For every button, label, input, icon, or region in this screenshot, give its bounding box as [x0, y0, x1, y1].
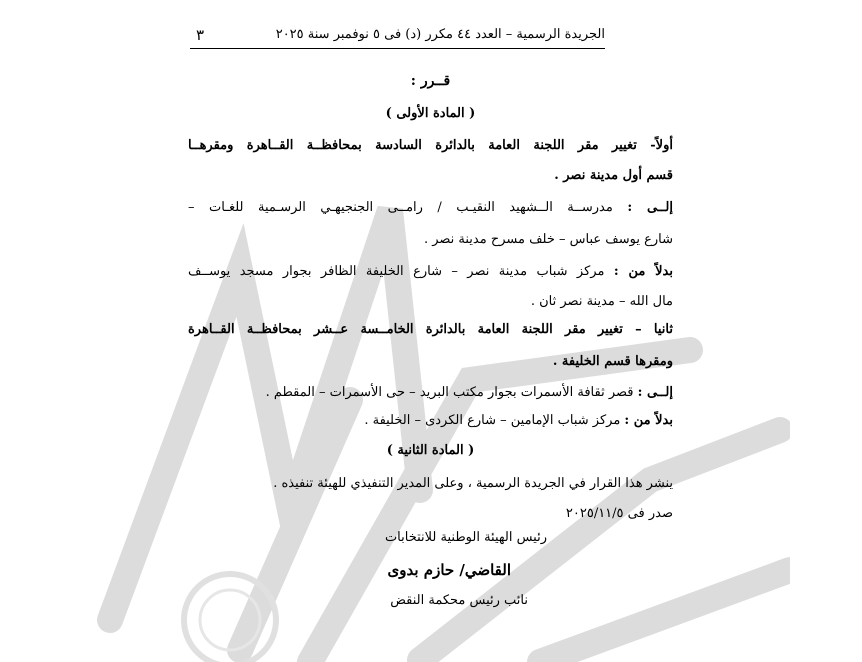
page-number: ٣ [196, 26, 205, 44]
article-1-title: ( المادة الأولى ) [385, 106, 476, 121]
second-from-line [364, 412, 673, 430]
second-from-label: بدلاً من : [624, 413, 673, 428]
first-to-line [188, 199, 673, 217]
article-2-title: ( المادة الثانية ) [386, 443, 475, 458]
first-to-cont: شارع يوسف عباس – خلف مسرح مدينة نصر . [423, 232, 673, 247]
signature-name: القاضي/ حازم بدوى [387, 561, 511, 579]
issue-date: صدر فى ٢٠٢٥/١١/٥ [565, 506, 673, 521]
first-change-title: أولاً- تغيير مقر اللجنة العامة بالدائرة السادسة بمحافظــة القــاهرة ومقرهــا [188, 138, 673, 153]
watermark-stroke [540, 570, 790, 662]
watermark-stroke [240, 400, 350, 650]
first-from-label: بدلاً من : [613, 264, 673, 279]
watermark-seal [184, 574, 276, 662]
decision-heading: قــرر : [410, 73, 451, 89]
publish-text: ينشر هذا القرار في الجريدة الرسمية ، وعلى المدير التنفيذي للهيئة تنفيذه . [273, 476, 673, 491]
watermark-stamp [90, 150, 790, 662]
page-header [190, 24, 605, 49]
second-to-label: إلــى : [637, 385, 673, 400]
second-change-title-cont: ومقرها قسم الخليفة . [552, 354, 673, 369]
second-to-line [266, 384, 673, 402]
second-from-text: مركز شباب الإمامين – شارع الكردى – الخليفة . [364, 413, 621, 428]
signature-position: نائب رئيس محكمة النقض [390, 593, 528, 608]
first-from-cont: مال الله – مدينة نصر ثان . [530, 294, 673, 309]
first-to-text: مدرســة الــشهيد النقيـب / رامــى الجنجيهـي الرسـمية للغـات – [188, 200, 613, 215]
first-from-text: مركز شباب مدينة نصر – شارع الخليفة الظافر بجوار مسجد يوســف [188, 264, 605, 279]
first-change-title-cont: قسم أول مدينة نصر . [554, 168, 673, 183]
second-change-title: ثانيا – تغيير مقر اللجنة العامة بالدائرة الخامــسة عــشر بمحافظــة القــاهرة [188, 322, 673, 337]
signature-org: رئيس الهيئة الوطنية للانتخابات [384, 530, 547, 545]
watermark-seal-inner [200, 590, 260, 650]
first-to-label: إلــى : [627, 200, 674, 215]
second-to-text: قصر ثقافة الأسمرات بجوار مكتب البريد – حى الأسمرات – المقطم . [265, 385, 634, 400]
first-from-line [188, 263, 673, 281]
gazette-title: الجريدة الرسمية – العدد ٤٤ مكرر (د) فى ٥ نوفمبر سنة ٢٠٢٥ [275, 27, 605, 42]
